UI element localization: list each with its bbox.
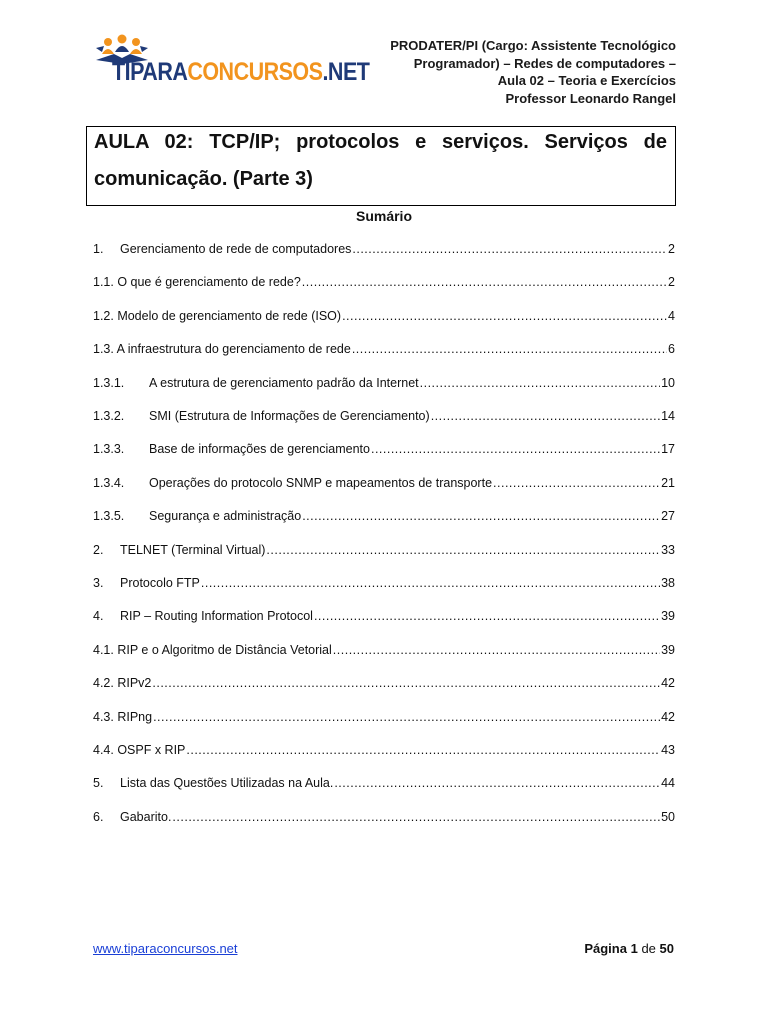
toc-entry[interactable]: [93, 743, 675, 761]
toc-entry-page: 39: [661, 609, 675, 624]
toc-dot-leader: [153, 710, 660, 724]
toc-entry-title: Segurança e administração: [149, 509, 302, 524]
toc-entry-title: Operações do protocolo SNMP e mapeamentos de transporte: [149, 475, 493, 490]
page-current: 1: [630, 941, 638, 956]
toc-entry[interactable]: [93, 409, 675, 427]
toc-entry-title: 4.1. RIP e o Algoritmo de Distância Vetorial: [93, 642, 332, 657]
lesson-title-box: [86, 126, 676, 206]
toc-entry-title: Gabarito.: [120, 809, 172, 824]
toc-dot-leader: [352, 242, 667, 256]
toc-entry-number: 1.3.1.: [93, 375, 125, 390]
toc-entry-number: 5.: [93, 776, 104, 791]
toc-entry-page: 42: [661, 709, 675, 724]
logo-wordmark: [112, 58, 369, 87]
summary-heading: Sumário: [355, 208, 412, 224]
toc-entry-number: 3.: [93, 576, 104, 590]
toc-entry-page: 50: [661, 809, 675, 824]
toc-entry-title: A estrutura de gerenciamento padrão da Internet: [149, 375, 419, 390]
toc-entry-page: 27: [661, 509, 675, 524]
toc-entry-title: Lista das Questões Utilizadas na Aula.: [120, 776, 334, 791]
document-header-info: [390, 37, 676, 107]
toc-entry-page: 39: [661, 642, 675, 657]
toc-entry-number: 4.: [93, 609, 104, 624]
lesson-title-line-2: comunicação. (Parte 3): [94, 168, 313, 190]
toc-entry[interactable]: [93, 776, 675, 794]
header-line: PRODATER/PI (Cargo: Assistente Tecnológico: [390, 38, 676, 53]
toc-entry-page: 17: [661, 442, 675, 457]
toc-entry[interactable]: [93, 810, 675, 828]
toc-entry[interactable]: [93, 643, 675, 661]
toc-entry[interactable]: [93, 710, 675, 728]
toc-entry-page: 4: [668, 308, 675, 323]
toc-entry-page: 21: [661, 475, 675, 490]
toc-entry-title: RIP – Routing Information Protocol: [120, 609, 313, 624]
toc-entry[interactable]: [93, 576, 675, 594]
toc-entry-number: 6.: [93, 809, 104, 824]
toc-dot-leader: [431, 409, 660, 423]
toc-entry-number: 2.: [93, 542, 104, 557]
footer-website-link[interactable]: www.tiparaconcursos.net: [93, 941, 238, 956]
lesson-title-line-1: AULA 02: TCP/IP; protocolos e serviços. Serviços de: [94, 131, 667, 153]
header-line: Aula 02 – Teoria e Exercícios: [497, 73, 676, 88]
toc-entry-title: 4.3. RIPng: [93, 709, 153, 724]
toc-entry[interactable]: [93, 342, 675, 360]
toc-entry-page: 6: [668, 342, 675, 357]
toc-entry[interactable]: [93, 609, 675, 627]
toc-dot-leader: [420, 376, 660, 390]
toc-entry-title: Base de informações de gerenciamento: [149, 442, 370, 457]
toc-dot-leader: [186, 743, 660, 757]
toc-dot-leader: [172, 810, 660, 824]
logo-text-dark: TIPARA: [112, 58, 188, 86]
toc-entry-page: 38: [661, 576, 675, 590]
page-label: Página: [584, 941, 627, 956]
toc-entry[interactable]: [93, 509, 675, 527]
toc-entry-page: 44: [661, 776, 675, 791]
toc-entry-number: 1.3.5.: [93, 509, 125, 524]
site-logo[interactable]: [92, 34, 370, 90]
toc-entry[interactable]: [93, 442, 675, 460]
toc-entry-number: 1.3.2.: [93, 409, 125, 423]
toc-dot-leader: [201, 576, 660, 590]
toc-dot-leader: [302, 509, 660, 523]
toc-entry-page: 2: [668, 275, 675, 290]
toc-dot-leader: [302, 275, 667, 289]
toc-entry[interactable]: [93, 543, 675, 561]
toc-entry-title: 1.1. O que é gerenciamento de rede?: [93, 275, 301, 290]
toc-entry[interactable]: [93, 376, 675, 394]
toc-dot-leader: [334, 776, 660, 790]
toc-dot-leader: [152, 676, 660, 690]
toc-dot-leader: [493, 476, 660, 490]
toc-entry[interactable]: [93, 242, 675, 260]
toc-entry-title: Protocolo FTP: [120, 576, 200, 590]
page-total: 50: [659, 941, 674, 956]
toc-entry-page: 42: [661, 676, 675, 691]
toc-entry-page: 10: [661, 375, 675, 390]
toc-entry-page: 2: [668, 242, 675, 256]
toc-entry-page: 33: [661, 542, 675, 557]
toc-entry[interactable]: [93, 309, 675, 327]
toc-entry[interactable]: [93, 275, 675, 293]
toc-entry-number: 1.: [93, 242, 104, 256]
toc-entry-number: 1.3.3.: [93, 442, 125, 457]
logo-text-suffix: .NET: [322, 58, 370, 86]
toc-dot-leader: [333, 643, 660, 657]
header-line: Professor Leonardo Rangel: [505, 90, 676, 106]
toc-entry-title: 1.3. A infraestrutura do gerenciamento de rede: [93, 342, 351, 357]
toc-entry-page: 14: [661, 409, 675, 423]
page-number: [584, 941, 674, 956]
toc-entry-page: 43: [661, 743, 675, 757]
toc-entry-title: 4.2. RIPv2: [93, 676, 152, 691]
toc-dot-leader: [266, 543, 660, 557]
toc-dot-leader: [371, 442, 660, 456]
toc-entry[interactable]: [93, 476, 675, 494]
toc-entry-number: 1.3.4.: [93, 475, 125, 490]
toc-dot-leader: [314, 609, 660, 623]
toc-entry-title: 4.4. OSPF x RIP: [93, 743, 186, 757]
logo-text-orange: CONCURSOS: [187, 58, 323, 86]
toc-entry-title: 1.2. Modelo de gerenciamento de rede (ISO): [93, 308, 342, 323]
toc-entry[interactable]: [93, 676, 675, 694]
toc-entry-title: TELNET (Terminal Virtual): [120, 542, 266, 557]
header-line: Programador) – Redes de computadores –: [413, 55, 676, 71]
toc-dot-leader: [342, 309, 667, 323]
toc-entry-title: Gerenciamento de rede de computadores: [120, 242, 352, 256]
toc-dot-leader: [352, 342, 667, 356]
page-of: de: [641, 941, 656, 956]
toc-entry-title: SMI (Estrutura de Informações de Gerenciamento): [149, 409, 430, 423]
